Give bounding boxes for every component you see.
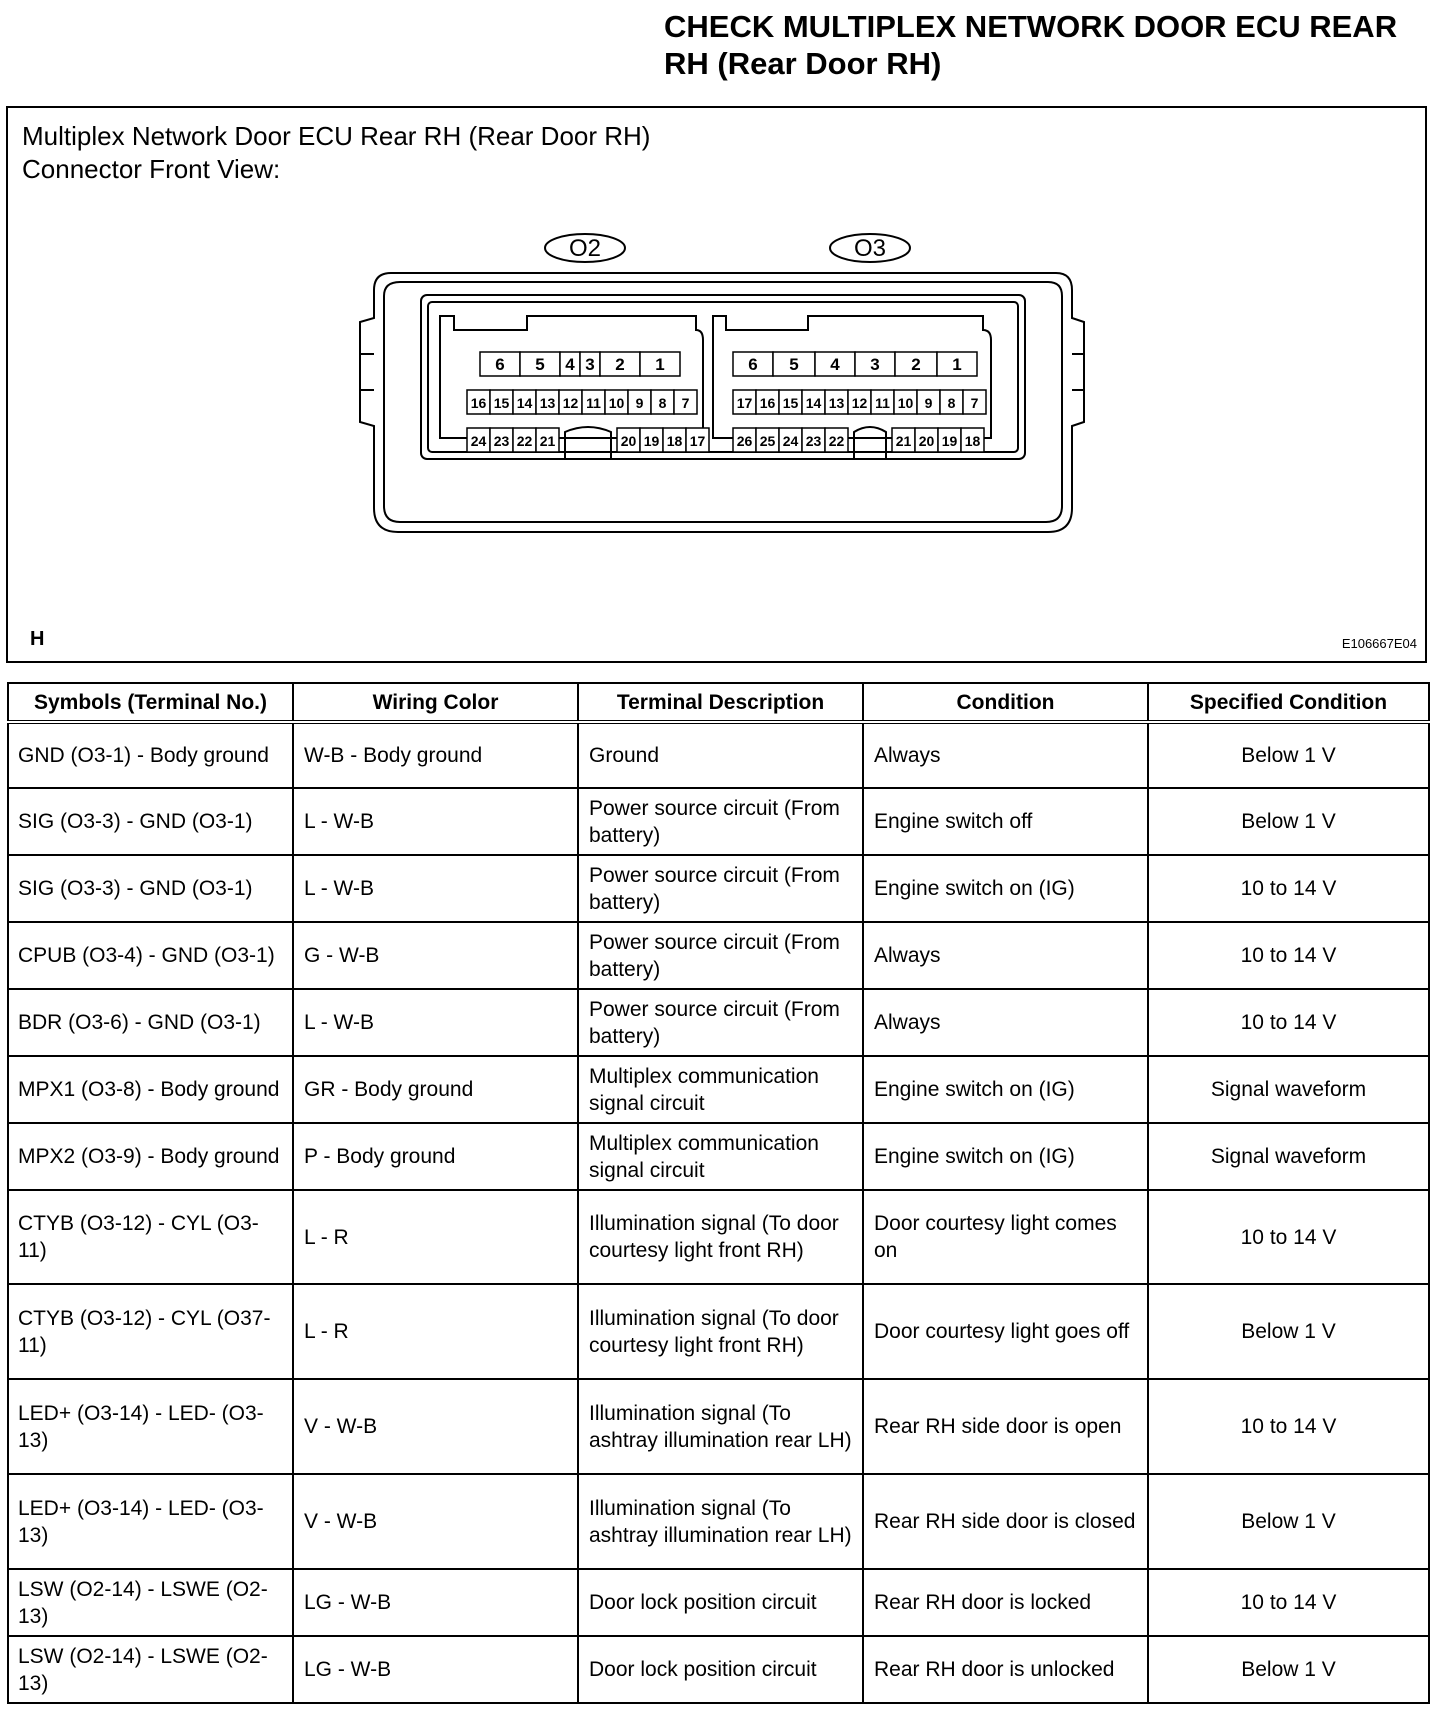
description-cell: Illumination signal (To ashtray illumination rear LH) — [578, 1474, 863, 1569]
connector-drawing — [8, 108, 1425, 661]
housing-left-tab — [360, 354, 374, 390]
symbol-cell: SIG (O3-3) - GND (O3-1) — [8, 855, 293, 922]
terminal-number: 18 — [666, 433, 683, 449]
condition-cell: Rear RH side door is closed — [863, 1474, 1148, 1569]
terminal-number: 6 — [748, 355, 758, 374]
terminal-number: 19 — [941, 433, 958, 449]
symbol-cell: LSW (O2-14) - LSWE (O2-13) — [8, 1636, 293, 1703]
condition-cell: Always — [863, 922, 1148, 989]
o3-cavity — [713, 316, 991, 438]
wiring-color-cell: V - W-B — [293, 1474, 578, 1569]
wiring-color-cell: L - W-B — [293, 788, 578, 855]
terminal-number: 10 — [897, 395, 914, 411]
figure-code: E106667E04 — [1341, 636, 1417, 651]
condition-cell: Rear RH door is unlocked — [863, 1636, 1148, 1703]
specified-condition-cell: 10 to 14 V — [1148, 1379, 1429, 1474]
description-cell: Ground — [578, 722, 863, 788]
terminal-number: 17 — [736, 395, 753, 411]
terminal-number: 14 — [805, 395, 822, 411]
terminal-number: 9 — [924, 395, 933, 411]
header-condition: Condition — [863, 683, 1148, 722]
terminal-number: 24 — [782, 433, 799, 449]
header-specified-condition: Specified Condition — [1148, 683, 1429, 722]
condition-cell: Always — [863, 989, 1148, 1056]
terminal-number: 17 — [689, 433, 706, 449]
specified-condition-cell: Below 1 V — [1148, 1284, 1429, 1379]
terminal-number: 7 — [681, 395, 690, 411]
condition-cell: Engine switch on (IG) — [863, 1123, 1148, 1190]
symbol-cell: CTYB (O3-12) - CYL (O3-11) — [8, 1190, 293, 1284]
connector-label: O2 — [568, 235, 602, 262]
symbol-cell: BDR (O3-6) - GND (O3-1) — [8, 989, 293, 1056]
terminal-number: 20 — [918, 433, 935, 449]
wiring-color-cell: W-B - Body ground — [293, 722, 578, 788]
specified-condition-cell: 10 to 14 V — [1148, 1190, 1429, 1284]
specified-condition-cell: Below 1 V — [1148, 1474, 1429, 1569]
wiring-color-cell: G - W-B — [293, 922, 578, 989]
terminal-number: 26 — [736, 433, 753, 449]
symbol-cell: LSW (O2-14) - LSWE (O2-13) — [8, 1569, 293, 1636]
table-row — [8, 989, 1429, 1056]
table-row — [8, 1190, 1429, 1284]
terminal-number: 13 — [828, 395, 845, 411]
table-row — [8, 1474, 1429, 1569]
table-row — [8, 922, 1429, 989]
wiring-color-cell: P - Body ground — [293, 1123, 578, 1190]
wiring-color-cell: LG - W-B — [293, 1569, 578, 1636]
wiring-color-cell: LG - W-B — [293, 1636, 578, 1703]
figure-caption-line1: Multiplex Network Door ECU Rear RH (Rear Door RH) — [22, 121, 651, 151]
symbol-cell: SIG (O3-3) - GND (O3-1) — [8, 788, 293, 855]
terminal-number: 8 — [947, 395, 956, 411]
terminal-number: 21 — [895, 433, 912, 449]
page-title: CHECK MULTIPLEX NETWORK DOOR ECU REAR RH (Rear Door RH) — [664, 9, 1398, 81]
terminal-number: 5 — [535, 355, 545, 374]
description-cell: Power source circuit (From battery) — [578, 788, 863, 855]
terminal-number: 15 — [782, 395, 799, 411]
symbol-cell: CPUB (O3-4) - GND (O3-1) — [8, 922, 293, 989]
terminal-number: 2 — [615, 355, 625, 374]
connector-key-notch — [854, 427, 886, 460]
wiring-color-cell: L - W-B — [293, 989, 578, 1056]
table-row — [8, 1569, 1429, 1636]
condition-cell: Engine switch off — [863, 788, 1148, 855]
terminal-number: 1 — [952, 355, 962, 374]
description-cell: Illumination signal (To door courtesy light front RH) — [578, 1190, 863, 1284]
figure-caption-line2: Connector Front View: — [22, 154, 281, 184]
symbol-cell: MPX1 (O3-8) - Body ground — [8, 1056, 293, 1123]
condition-cell: Door courtesy light goes off — [863, 1284, 1148, 1379]
specified-condition-cell: Signal waveform — [1148, 1056, 1429, 1123]
terminal-number: 12 — [851, 395, 868, 411]
table-row — [8, 1379, 1429, 1474]
header-terminal-description: Terminal Description — [578, 683, 863, 722]
description-cell: Illumination signal (To ashtray illumination rear LH) — [578, 1379, 863, 1474]
table-row — [8, 1636, 1429, 1703]
table-row — [8, 1056, 1429, 1123]
description-cell: Multiplex communication signal circuit — [578, 1123, 863, 1190]
terminal-number: 22 — [828, 433, 845, 449]
condition-cell: Engine switch on (IG) — [863, 855, 1148, 922]
symbol-cell: CTYB (O3-12) - CYL (O37-11) — [8, 1284, 293, 1379]
wiring-color-cell: L - W-B — [293, 855, 578, 922]
condition-cell: Rear RH side door is open — [863, 1379, 1148, 1474]
terminal-number: 22 — [516, 433, 533, 449]
symbol-cell: LED+ (O3-14) - LED- (O3-13) — [8, 1379, 293, 1474]
wiring-color-cell: L - R — [293, 1284, 578, 1379]
table-row — [8, 855, 1429, 922]
table-row — [8, 722, 1429, 788]
specified-condition-cell: 10 to 14 V — [1148, 855, 1429, 922]
condition-cell: Engine switch on (IG) — [863, 1056, 1148, 1123]
specified-condition-cell: Below 1 V — [1148, 1636, 1429, 1703]
condition-cell: Rear RH door is locked — [863, 1569, 1148, 1636]
table-row — [8, 788, 1429, 855]
terminal-number: 23 — [493, 433, 510, 449]
condition-cell: Always — [863, 722, 1148, 788]
terminal-number: 6 — [495, 355, 505, 374]
wiring-color-cell: V - W-B — [293, 1379, 578, 1474]
terminal-number: 10 — [608, 395, 625, 411]
terminal-number: 13 — [539, 395, 556, 411]
wiring-color-cell: GR - Body ground — [293, 1056, 578, 1123]
terminal-number: 18 — [964, 433, 981, 449]
table-row — [8, 1123, 1429, 1190]
specified-condition-cell: Signal waveform — [1148, 1123, 1429, 1190]
condition-cell: Door courtesy light comes on — [863, 1190, 1148, 1284]
terminal-number: 4 — [565, 355, 575, 374]
description-cell: Power source circuit (From battery) — [578, 855, 863, 922]
description-cell: Door lock position circuit — [578, 1636, 863, 1703]
connector-figure — [6, 106, 1427, 663]
terminal-number: 11 — [875, 395, 890, 411]
terminal-number: 23 — [805, 433, 822, 449]
terminal-number: 5 — [789, 355, 799, 374]
terminal-number: 3 — [870, 355, 880, 374]
header-wiring-color: Wiring Color — [293, 683, 578, 722]
specified-condition-cell: 10 to 14 V — [1148, 1569, 1429, 1636]
specified-condition-cell: 10 to 14 V — [1148, 989, 1429, 1056]
table-row — [8, 1284, 1429, 1379]
connector-label: O3 — [853, 235, 887, 262]
terminal-number: 14 — [516, 395, 533, 411]
terminal-number: 7 — [970, 395, 979, 411]
housing-right-tab — [1072, 354, 1084, 390]
terminal-number: 16 — [759, 395, 776, 411]
description-cell: Power source circuit (From battery) — [578, 989, 863, 1056]
terminal-number: 24 — [470, 433, 487, 449]
description-cell: Power source circuit (From battery) — [578, 922, 863, 989]
terminal-number: 25 — [759, 433, 776, 449]
connector-key-notch — [565, 427, 611, 460]
specified-condition-cell: 10 to 14 V — [1148, 922, 1429, 989]
specified-condition-cell: Below 1 V — [1148, 788, 1429, 855]
terminal-number: 1 — [655, 355, 665, 374]
symbol-cell: LED+ (O3-14) - LED- (O3-13) — [8, 1474, 293, 1569]
terminal-number: 2 — [911, 355, 921, 374]
terminal-number: 8 — [658, 395, 667, 411]
terminal-number: 9 — [635, 395, 644, 411]
terminal-number: 20 — [620, 433, 637, 449]
wiring-color-cell: L - R — [293, 1190, 578, 1284]
spec-table — [7, 682, 1430, 1704]
terminal-number: 19 — [643, 433, 660, 449]
header-symbols: Symbols (Terminal No.) — [8, 683, 293, 722]
terminal-number: 15 — [493, 395, 510, 411]
o2-cavity — [440, 316, 703, 438]
specified-condition-cell: Below 1 V — [1148, 722, 1429, 788]
symbol-cell: GND (O3-1) - Body ground — [8, 722, 293, 788]
symbol-cell: MPX2 (O3-9) - Body ground — [8, 1123, 293, 1190]
table-header-row — [8, 683, 1429, 722]
terminal-number: 16 — [470, 395, 487, 411]
corner-mark: H — [30, 628, 45, 650]
terminal-number: 11 — [586, 395, 601, 411]
terminal-number: 3 — [585, 355, 595, 374]
description-cell: Multiplex communication signal circuit — [578, 1056, 863, 1123]
terminal-number: 4 — [830, 355, 840, 374]
terminal-number: 21 — [539, 433, 556, 449]
description-cell: Door lock position circuit — [578, 1569, 863, 1636]
terminal-number: 12 — [562, 395, 579, 411]
description-cell: Illumination signal (To door courtesy light front RH) — [578, 1284, 863, 1379]
